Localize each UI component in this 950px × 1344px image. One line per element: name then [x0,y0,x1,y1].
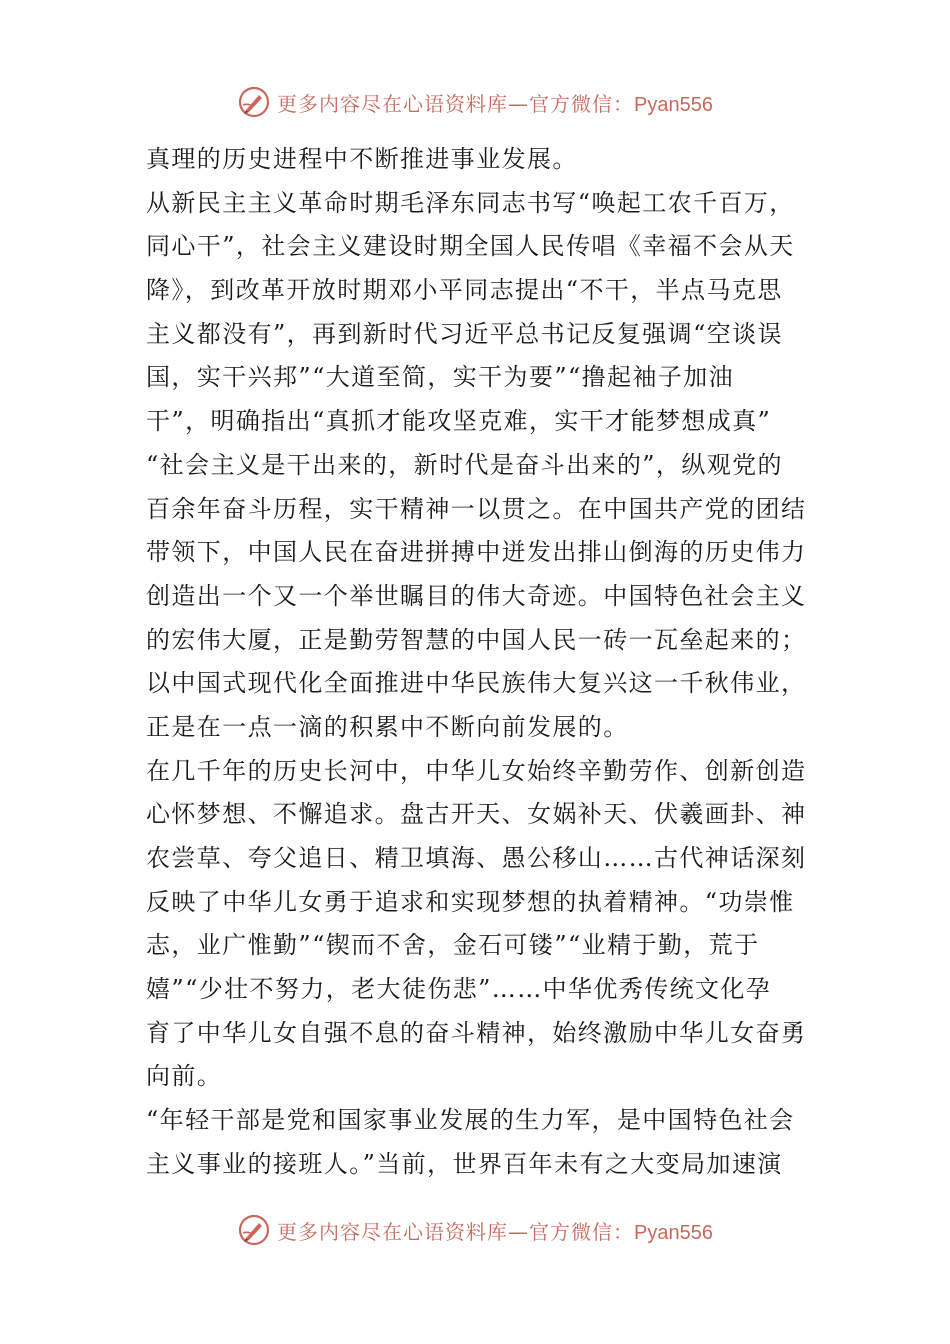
watermark-text: 更多内容尽在心语资料库—官方微信：Pyan556 [277,1219,713,1244]
text-line: 反映了中华儿女勇于追求和实现梦想的执着精神。“功崇惟 [146,887,795,916]
text-line: “年轻干部是党和国家事业发展的生力军，是中国特色社会 [146,1106,795,1135]
text-line: 向前。 [146,1062,223,1091]
text-line: 农尝草、夸父追日、精卫填海、愚公移山……古代神话深刻 [146,844,807,872]
footer-watermark [0,1210,950,1250]
text-line: 正是在一点一滴的积累中不断向前发展的。 [146,712,629,741]
text-line: 带领下，中国人民在奋进拼搏中迸发出排山倒海的历史伟力 [146,538,807,567]
text-line: 心怀梦想、不懈追求。盘古开天、女娲补天、伏羲画卦、神 [146,800,807,829]
text-line: 嬉”“少壮不努力，老大徒伤悲”……中华优秀传统文化孕 [146,975,772,1004]
text-line: 干”，明确指出“真抓才能攻坚克难，实干才能梦想成真” [146,407,772,436]
pen-circle-logo-icon [237,85,271,119]
text-line: “社会主义是干出来的，新时代是奋斗出来的”，纵观党的 [146,450,783,479]
text-line: 降》，到改革开放时期邓小平同志提出“不干，半点马克思 [146,276,783,305]
text-line: 同心干”，社会主义建设时期全国人民传唱《幸福不会从天 [146,232,795,261]
header-watermark [0,82,950,122]
text-line: 以中国式现代化全面推进中华民族伟大复兴这一千秋伟业， [146,669,807,698]
text-line: 在几千年的历史长河中，中华儿女始终辛勤劳作、创新创造 [146,756,807,785]
text-line: 创造出一个又一个举世瞩目的伟大奇迹。中国特色社会主义 [146,581,807,610]
watermark-text: 更多内容尽在心语资料库—官方微信：Pyan556 [277,91,713,116]
text-line: 主义都没有”，再到新时代习近平总书记反复强调“空谈误 [146,319,783,348]
pen-circle-logo-icon [237,1213,271,1247]
text-line: 的宏伟大厦，正是勤劳智慧的中国人民一砖一瓦垒起来的； [146,625,807,654]
text-line: 主义事业的接班人。”当前，世界百年未有之大变局加速演 [146,1149,783,1178]
text-line: 育了中华儿女自强不息的奋斗精神，始终激励中华儿女奋勇 [146,1018,807,1047]
text-line: 志，业广惟勤”“锲而不舍，金石可镂”“业精于勤，荒于 [146,931,760,960]
document-body [146,138,808,1187]
text-line: 真理的历史进程中不断推进事业发展。 [146,145,578,173]
text-line: 从新民主主义革命时期毛泽东同志书写“唤起工农千百万， [146,188,795,217]
text-line: 百余年奋斗历程，实干精神一以贯之。在中国共产党的团结 [146,494,807,523]
text-line: 国，实干兴邦”“大道至简，实干为要”“撸起袖子加油 [146,363,735,392]
